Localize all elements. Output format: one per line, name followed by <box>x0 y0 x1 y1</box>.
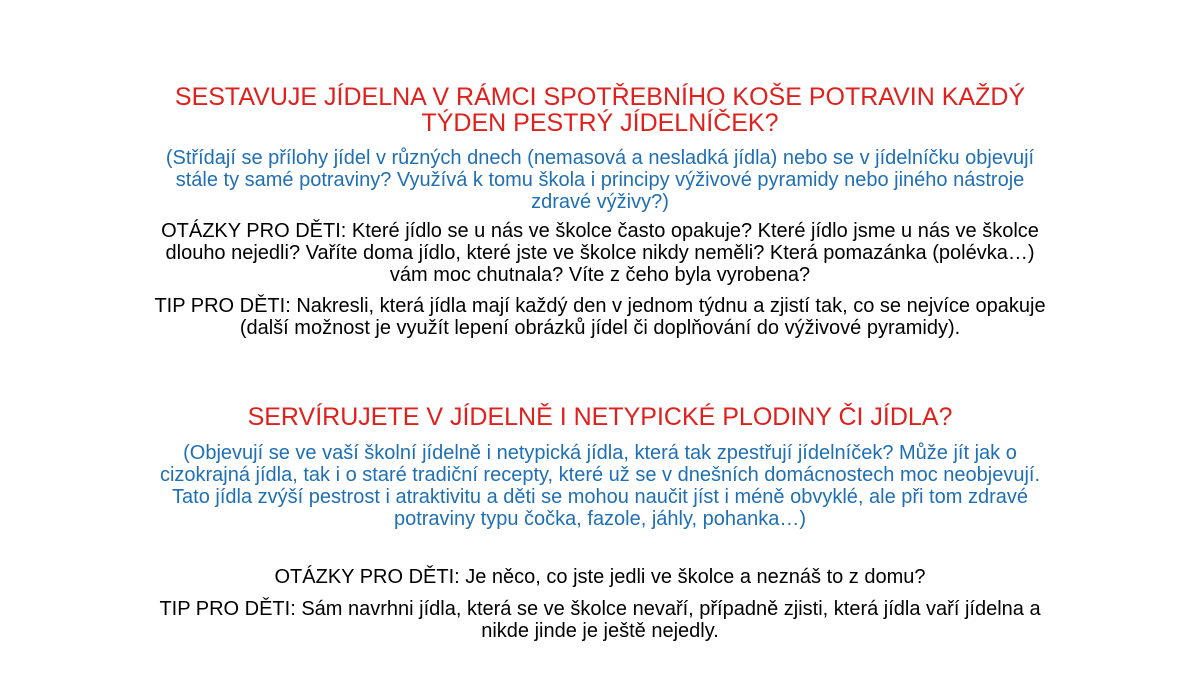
section-2-tip: TIP PRO DĚTI: Sám navrhni jídla, která se ve školce nevaří, případně zjisti, která jídla vaří jídelna a nikde jinde je ještě nejedly. <box>159 598 1041 642</box>
section-2-questions: OTÁZKY PRO DĚTI: Je něco, co jste jedli ve školce a neznáš to z domu? <box>274 566 926 588</box>
section-2-title: SERVÍRUJETE V JÍDELNĚ I NETYPICKÉ PLODINY ČI JÍDLA? <box>247 403 953 431</box>
section-1-title: SESTAVUJE JÍDELNA V RÁMCI SPOTŘEBNÍHO KOŠE POTRAVIN KAŽDÝ TÝDEN PESTRÝ JÍDELNÍČEK? <box>174 83 1026 137</box>
section-1-note: (Střídají se přílohy jídel v různých dnech (nemasová a nesladká jídla) nebo se v jídelníčku objevují stále ty samé potraviny? Využívá k tomu škola i principy výživové pyramidy nebo jiného nástroje zdravé výživy?) <box>165 147 1035 213</box>
section-1-questions: OTÁZKY PRO DĚTI: Které jídlo se u nás ve školce často opakuje? Které jídlo jsme u nás ve školce dlouho nejedli? Vaříte doma jídlo, které jste ve školce nikdy neměli? Která pomazánka (polévka…) vám moc chutnala? Víte z čeho byla vyrobena? <box>161 220 1039 286</box>
section-1-tip: TIP PRO DĚTI: Nakresli, která jídla mají každý den v jednom týdnu a zjistí tak, co se nejvíce opakuje (další možnost je využít lepení obrázků jídel či doplňování do výživové pyramidy). <box>154 295 1046 339</box>
section-2-note: (Objevují se ve vaší školní jídelně i netypická jídla, která tak zpestřují jídelníček? Může jít jak o cizokrajná jídla, tak i o staré tradiční recepty, které už se v dnešních domácnostech moc neobjevují. Tato jídla zvýší pestrost i atraktivitu a děti se mohou naučit jíst i méně obvyklé, ale při tom zdravé potraviny typu čočka, fazole, jáhly, pohanka…) <box>159 442 1041 530</box>
